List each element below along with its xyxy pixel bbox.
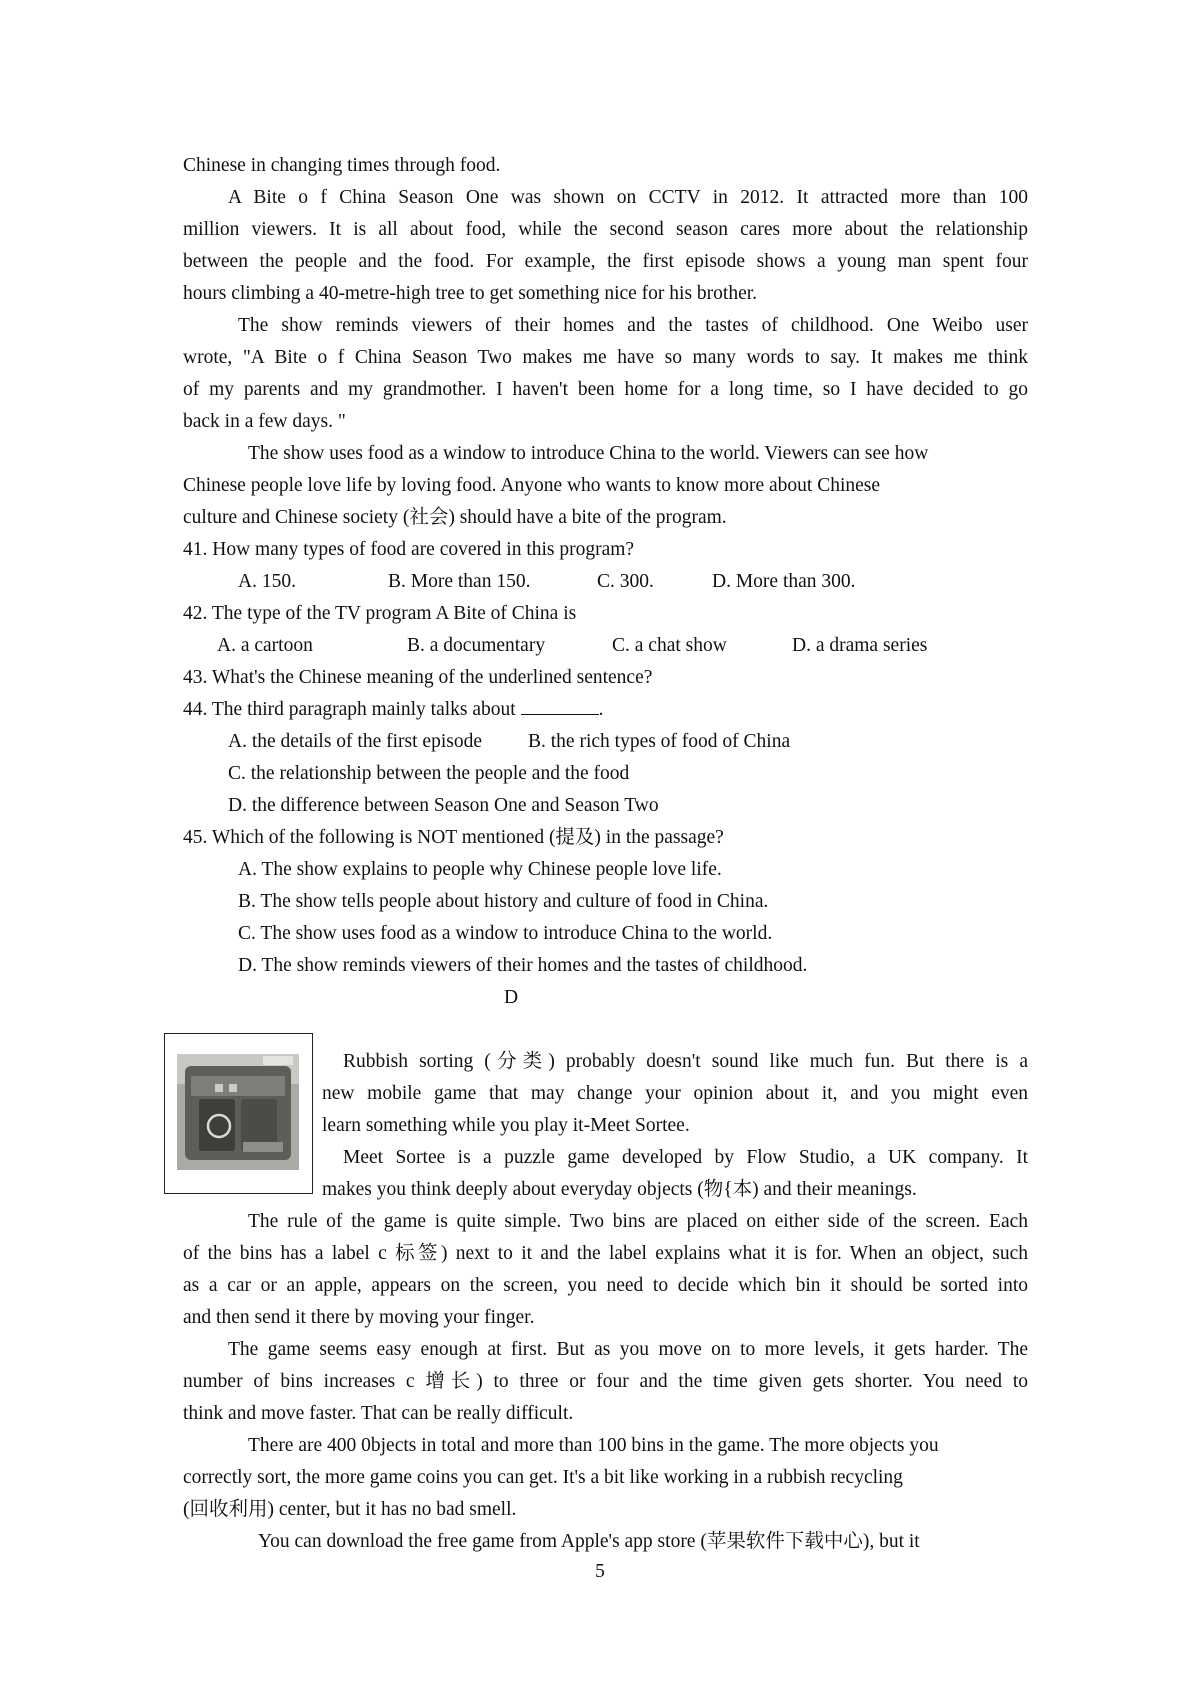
passage-d-line: of the bins has a label c 标签) next to it and the label explains what it is for. When an object, such	[183, 1243, 1028, 1264]
question-stem: 45. Which of the following is NOT mentioned (提及) in the passage?	[183, 827, 724, 848]
passage-c-line: The show uses food as a window to introduce China to the world. Viewers can see how	[248, 443, 929, 464]
answer-option[interactable]: D. a drama series	[792, 635, 928, 656]
answer-option[interactable]: D. the difference between Season One and Season Two	[228, 795, 659, 816]
passage-c-line: hours climbing a 40-metre-high tree to get something nice for his brother.	[183, 283, 758, 304]
question-stem-end: .	[598, 699, 604, 720]
answer-blank[interactable]	[521, 696, 599, 715]
answer-option[interactable]: D. More than 300.	[712, 571, 856, 592]
section-heading: D	[504, 987, 519, 1008]
answer-option[interactable]: B. The show tells people about history and culture of food in China.	[238, 891, 769, 912]
answer-option[interactable]: C. The show uses food as a window to introduce China to the world.	[238, 923, 773, 944]
answer-option[interactable]: C. the relationship between the people and the food	[228, 763, 630, 784]
answer-option[interactable]: A. a cartoon	[217, 635, 313, 656]
passage-d-line: (回收利用) center, but it has no bad smell.	[183, 1499, 517, 1520]
question-stem: 42. The type of the TV program A Bite of China is	[183, 603, 577, 624]
passage-c-line: back in a few days. "	[183, 411, 346, 432]
page-number: 5	[595, 1561, 605, 1582]
passage-c-line: million viewers. It is all about food, while the second season cares more about the relationship	[183, 219, 1028, 240]
passage-d-line: Meet Sortee is a puzzle game developed by Flow Studio, a UK company. It	[343, 1147, 1028, 1168]
question-stem: 44. The third paragraph mainly talks about	[183, 699, 516, 720]
passage-d-line: You can download the free game from Apple's app store (苹果软件下载中心), but it	[258, 1531, 920, 1552]
answer-option[interactable]: D. The show reminds viewers of their homes and the tastes of childhood.	[238, 955, 808, 976]
passage-d-line: number of bins increases c 增长) to three or four and the time given gets shorter. You need to	[183, 1371, 1028, 1392]
question-44	[183, 694, 1028, 726]
answer-option[interactable]: B. a documentary	[407, 635, 546, 656]
passage-d-line: correctly sort, the more game coins you can get. It's a bit like working in a rubbish recycling	[183, 1467, 903, 1488]
answer-option[interactable]: B. the rich types of food of China	[528, 731, 791, 752]
passage-c-line: wrote, "A Bite o f China Season Two makes me have so many words to say. It makes me think	[183, 347, 1028, 368]
sortee-game-image	[164, 1033, 313, 1194]
passage-d-line: learn something while you play it-Meet Sortee.	[322, 1115, 690, 1136]
passage-c-line: Chinese in changing times through food.	[183, 155, 501, 176]
passage-d-line: as a car or an apple, appears on the screen, you need to decide which bin it should be sorted into	[183, 1275, 1028, 1296]
question-stem: 43. What's the Chinese meaning of the underlined sentence?	[183, 667, 653, 688]
passage-d-line: new mobile game that may change your opinion about it, and you might even	[322, 1083, 1028, 1104]
passage-c-line: Chinese people love life by loving food. Anyone who wants to know more about Chinese	[183, 475, 881, 496]
answer-option[interactable]: C. 300.	[597, 571, 654, 592]
answer-option[interactable]: C. a chat show	[612, 635, 727, 656]
answer-option[interactable]: A. The show explains to people why Chinese people love life.	[238, 859, 722, 880]
answer-option[interactable]: A. the details of the first episode	[228, 731, 482, 752]
game-machine-illustration	[177, 1054, 299, 1170]
passage-c-line: The show reminds viewers of their homes and the tastes of childhood. One Weibo user	[238, 315, 1028, 336]
answer-option[interactable]: B. More than 150.	[388, 571, 531, 592]
passage-d-line: think and move faster. That can be really difficult.	[183, 1403, 574, 1424]
passage-c-line: culture and Chinese society (社会) should have a bite of the program.	[183, 507, 727, 528]
passage-c-line: between the people and the food. For example, the first episode shows a young man spent four	[183, 251, 1028, 272]
passage-d-line: There are 400 0bjects in total and more than 100 bins in the game. The more objects you	[248, 1435, 939, 1456]
passage-d-line: makes you think deeply about everyday objects (物{本) and their meanings.	[322, 1179, 917, 1200]
answer-option[interactable]: A. 150.	[238, 571, 296, 592]
passage-d-line: The game seems easy enough at first. But as you move on to more levels, it gets harder. The	[228, 1339, 1028, 1360]
passage-d-line: Rubbish sorting (分类) probably doesn't sound like much fun. But there is a	[343, 1051, 1028, 1072]
question-stem: 41. How many types of food are covered in this program?	[183, 539, 635, 560]
passage-d-line: and then send it there by moving your finger.	[183, 1307, 535, 1328]
passage-c-line: A Bite o f China Season One was shown on CCTV in 2012. It attracted more than 100	[228, 187, 1028, 208]
passage-c-line: of my parents and my grandmother. I haven't been home for a long time, so I have decided to go	[183, 379, 1028, 400]
passage-d-line: The rule of the game is quite simple. Two bins are placed on either side of the screen. Each	[248, 1211, 1028, 1232]
